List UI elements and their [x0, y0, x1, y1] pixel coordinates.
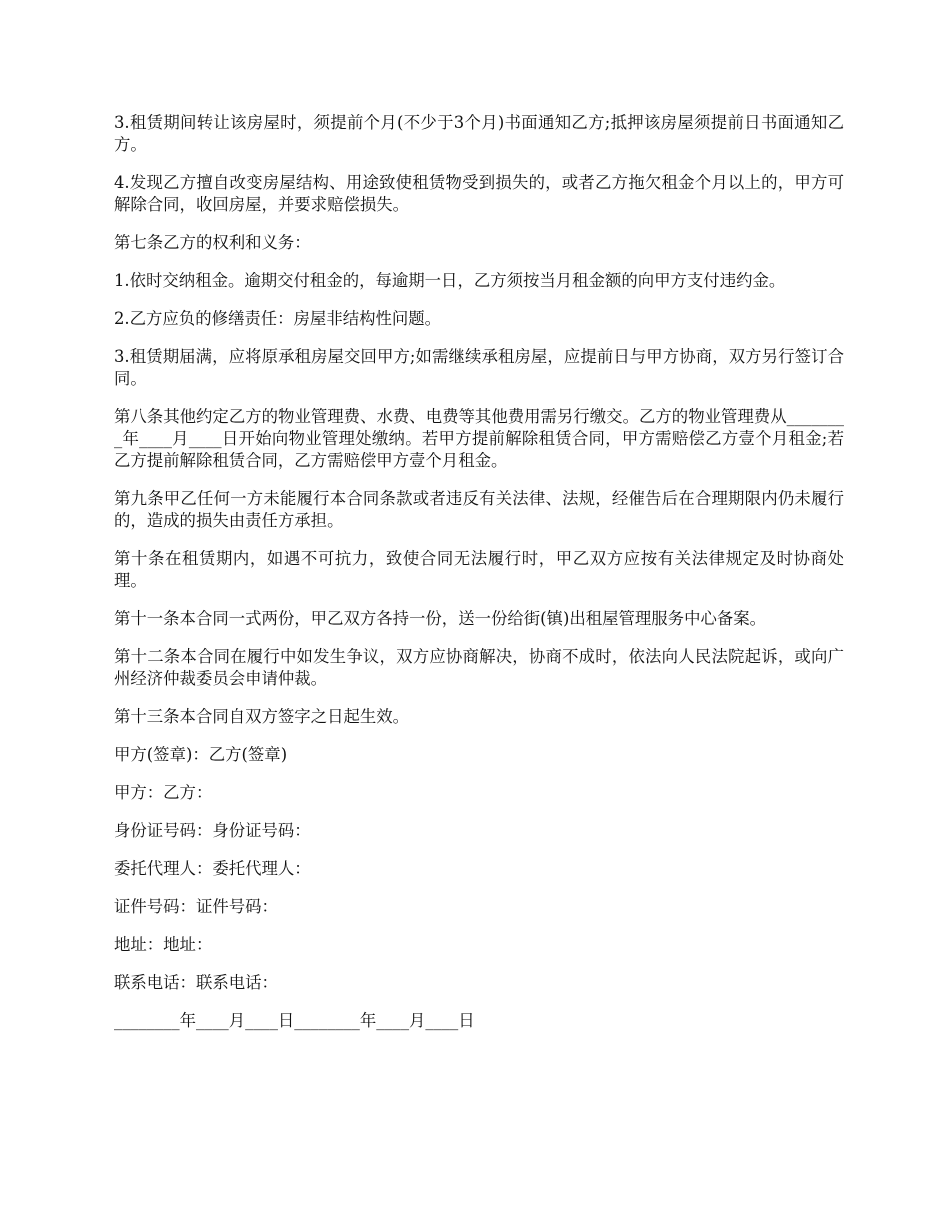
signature-line: 甲方(签章)：乙方(签章) — [114, 745, 288, 764]
clause-3-transfer-notice: 3.租赁期间转让该房屋时，须提前个月(不少于3个月)书面通知乙方;抵押该房屋须提前日书面通知乙方。 — [114, 113, 844, 154]
clause-4-termination-rights: 4.发现乙方擅自改变房屋结构、用途致使租赁物受到损失的，或者乙方拖欠租金个月以上的，甲方可解除合同，收回房屋，并要求赔偿损失。 — [114, 173, 844, 214]
article-13: 第十三条本合同自双方签字之日起生效。 — [114, 707, 410, 726]
certificate-number-line: 证件号码：证件号码： — [114, 897, 278, 916]
article-7-item-3: 3.租赁期届满，应将原承租房屋交回甲方;如需继续承租房屋，应提前日与甲方协商，双方另行签订合同。 — [114, 347, 844, 388]
phone-line: 联系电话：联系电话： — [114, 973, 278, 992]
party-line: 甲方：乙方： — [114, 783, 213, 802]
article-10: 第十条在租赁期内，如遇不可抗力，致使合同无法履行时，甲乙双方应按有关法律规定及时协商处理。 — [114, 549, 844, 590]
date-line: ________年____月____日________年____月____日 — [114, 1011, 475, 1030]
article-7-item-1: 1.依时交纳租金。逾期交付租金的，每逾期一日，乙方须按当月租金额的向甲方支付违约金。 — [114, 271, 786, 290]
article-11: 第十一条本合同一式两份，甲乙双方各持一份，送一份给街(镇)出租屋管理服务中心备案。 — [114, 609, 767, 628]
article-9: 第九条甲乙任何一方未能履行本合同条款或者违反有关法律、法规，经催告后在合理期限内仍未履行的，造成的损失由责任方承担。 — [114, 489, 844, 530]
document-body — [114, 112, 844, 1048]
agent-line: 委托代理人：委托代理人： — [114, 859, 311, 878]
id-number-line: 身份证号码：身份证号码： — [114, 821, 311, 840]
article-7-heading: 第七条乙方的权利和义务： — [114, 233, 311, 252]
article-8: 第八条其他约定乙方的物业管理费、水费、电费等其他费用需另行缴交。乙方的物业管理费从________年____月____日开始向物业管理处缴纳。若甲方提前解除租赁合同，甲方需赔偿乙方壹个月租金;若乙方提前解除租赁合同，乙方需赔偿甲方壹个月租金。 — [114, 407, 844, 470]
article-7-item-2: 2.乙方应负的修缮责任：房屋非结构性问题。 — [114, 309, 442, 328]
article-12: 第十二条本合同在履行中如发生争议，双方应协商解决，协商不成时，依法向人民法院起诉，或向广州经济仲裁委员会申请仲裁。 — [114, 647, 844, 688]
address-line: 地址：地址： — [114, 935, 213, 954]
